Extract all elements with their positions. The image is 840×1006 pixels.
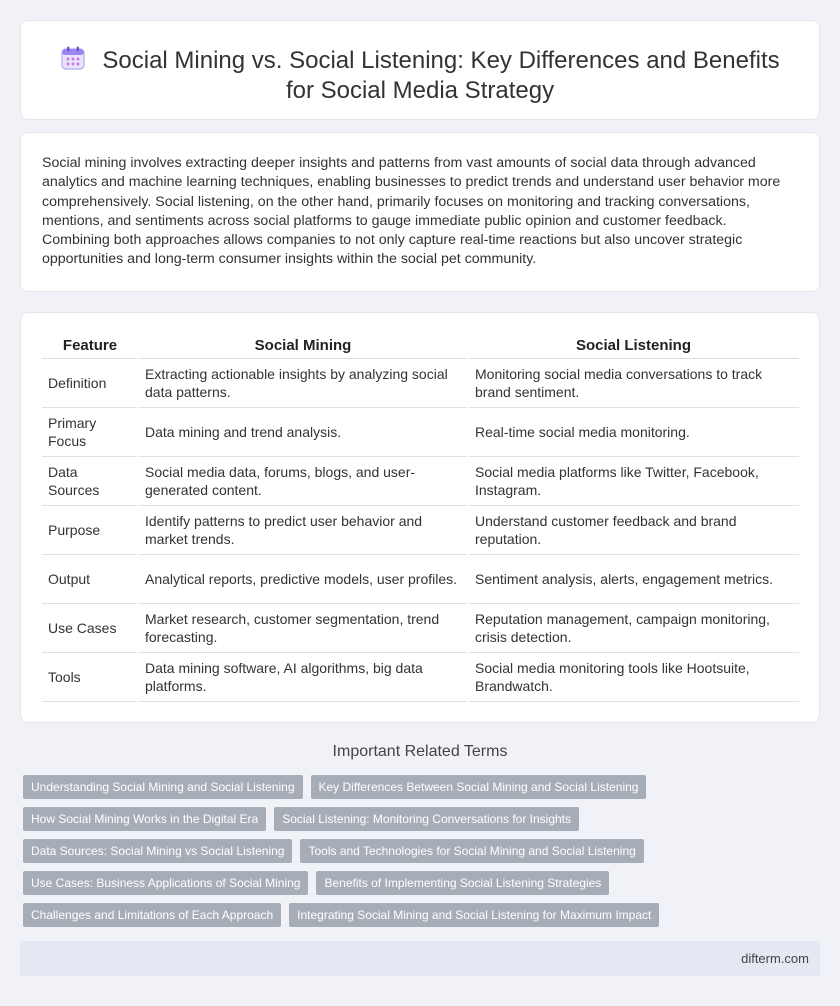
related-term-tag[interactable]: Use Cases: Business Applications of Social Mining <box>23 871 308 895</box>
related-term-tag[interactable]: Social Listening: Monitoring Conversations for Insights <box>274 807 579 831</box>
related-term-tag[interactable]: Tools and Technologies for Social Mining and Social Listening <box>300 839 643 863</box>
header-card <box>20 20 820 120</box>
row-social-listening: Understand customer feedback and brand reputation. <box>468 505 799 554</box>
row-social-listening: Sentiment analysis, alerts, engagement metrics. <box>468 554 799 603</box>
related-terms-title: Important Related Terms <box>332 743 508 760</box>
related-terms-tags <box>23 775 823 935</box>
table-header-row <box>42 333 799 358</box>
row-social-mining: Analytical reports, predictive models, user profiles. <box>138 554 468 603</box>
footer <box>20 941 820 976</box>
page-title <box>21 45 819 106</box>
row-feature: Use Cases <box>42 603 138 652</box>
related-term-tag[interactable]: Benefits of Implementing Social Listening Strategies <box>316 871 609 895</box>
related-term-tag[interactable]: How Social Mining Works in the Digital Era <box>23 807 266 831</box>
row-feature: Purpose <box>42 505 138 554</box>
row-feature: Data Sources <box>42 456 138 505</box>
row-feature: Primary Focus <box>42 407 138 456</box>
related-term-tag[interactable]: Integrating Social Mining and Social Listening for Maximum Impact <box>289 903 659 927</box>
row-feature: Tools <box>42 652 138 701</box>
row-social-listening: Social media platforms like Twitter, Facebook, Instagram. <box>468 456 799 505</box>
row-social-mining: Data mining software, AI algorithms, big data platforms. <box>138 652 468 701</box>
row-social-listening: Social media monitoring tools like Hootsuite, Brandwatch. <box>468 652 799 701</box>
row-social-mining: Identify patterns to predict user behavior and market trends. <box>138 505 468 554</box>
table-row <box>42 456 799 505</box>
table-row <box>42 407 799 456</box>
table-row <box>42 652 799 701</box>
related-term-tag[interactable]: Key Differences Between Social Mining and Social Listening <box>311 775 647 799</box>
intro-card <box>20 132 820 292</box>
row-social-mining: Social media data, forums, blogs, and user-generated content. <box>138 456 468 505</box>
title-line-1: Social Mining vs. Social Listening: Key Differences and Benefits <box>102 47 780 74</box>
row-social-mining: Market research, customer segmentation, trend forecasting. <box>138 603 468 652</box>
row-social-listening: Reputation management, campaign monitoring, crisis detection. <box>468 603 799 652</box>
row-social-listening: Real-time social media monitoring. <box>468 407 799 456</box>
intro-paragraph: Social mining involves extracting deeper insights and patterns from vast amounts of social data through advanced analytics and machine learning techniques, enabling businesses to predict trends and understand user behavior more comprehensively. Social listening, on the other hand, primarily focuses on monitoring and tracking conversations, mentions, and sentiments across social platforms to gauge immediate public opinion and customer feedback. Combining both approaches allows companies to not only capture real-time reactions but also uncover strategic opportunities and long-term consumer insights within the social pet community. <box>42 155 781 268</box>
row-feature: Output <box>42 554 138 603</box>
related-term-tag[interactable]: Understanding Social Mining and Social Listening <box>23 775 303 799</box>
calendar-icon <box>60 45 86 71</box>
row-social-mining: Data mining and trend analysis. <box>138 407 468 456</box>
row-feature: Definition <box>42 358 138 407</box>
comparison-table-card <box>20 312 820 723</box>
header-feature: Feature <box>42 333 138 358</box>
title-line-2: for Social Media Strategy <box>285 77 555 104</box>
table-row <box>42 554 799 603</box>
table-row <box>42 603 799 652</box>
comparison-table <box>42 333 799 702</box>
header-social-listening: Social Listening <box>468 333 799 358</box>
footer-site-link[interactable]: difterm.com <box>741 951 809 966</box>
related-term-tag[interactable]: Data Sources: Social Mining vs Social Listening <box>23 839 292 863</box>
related-term-tag[interactable]: Challenges and Limitations of Each Approach <box>23 903 281 927</box>
row-social-mining: Extracting actionable insights by analyzing social data patterns. <box>138 358 468 407</box>
table-row <box>42 358 799 407</box>
row-social-listening: Monitoring social media conversations to track brand sentiment. <box>468 358 799 407</box>
table-row <box>42 505 799 554</box>
header-social-mining: Social Mining <box>138 333 468 358</box>
